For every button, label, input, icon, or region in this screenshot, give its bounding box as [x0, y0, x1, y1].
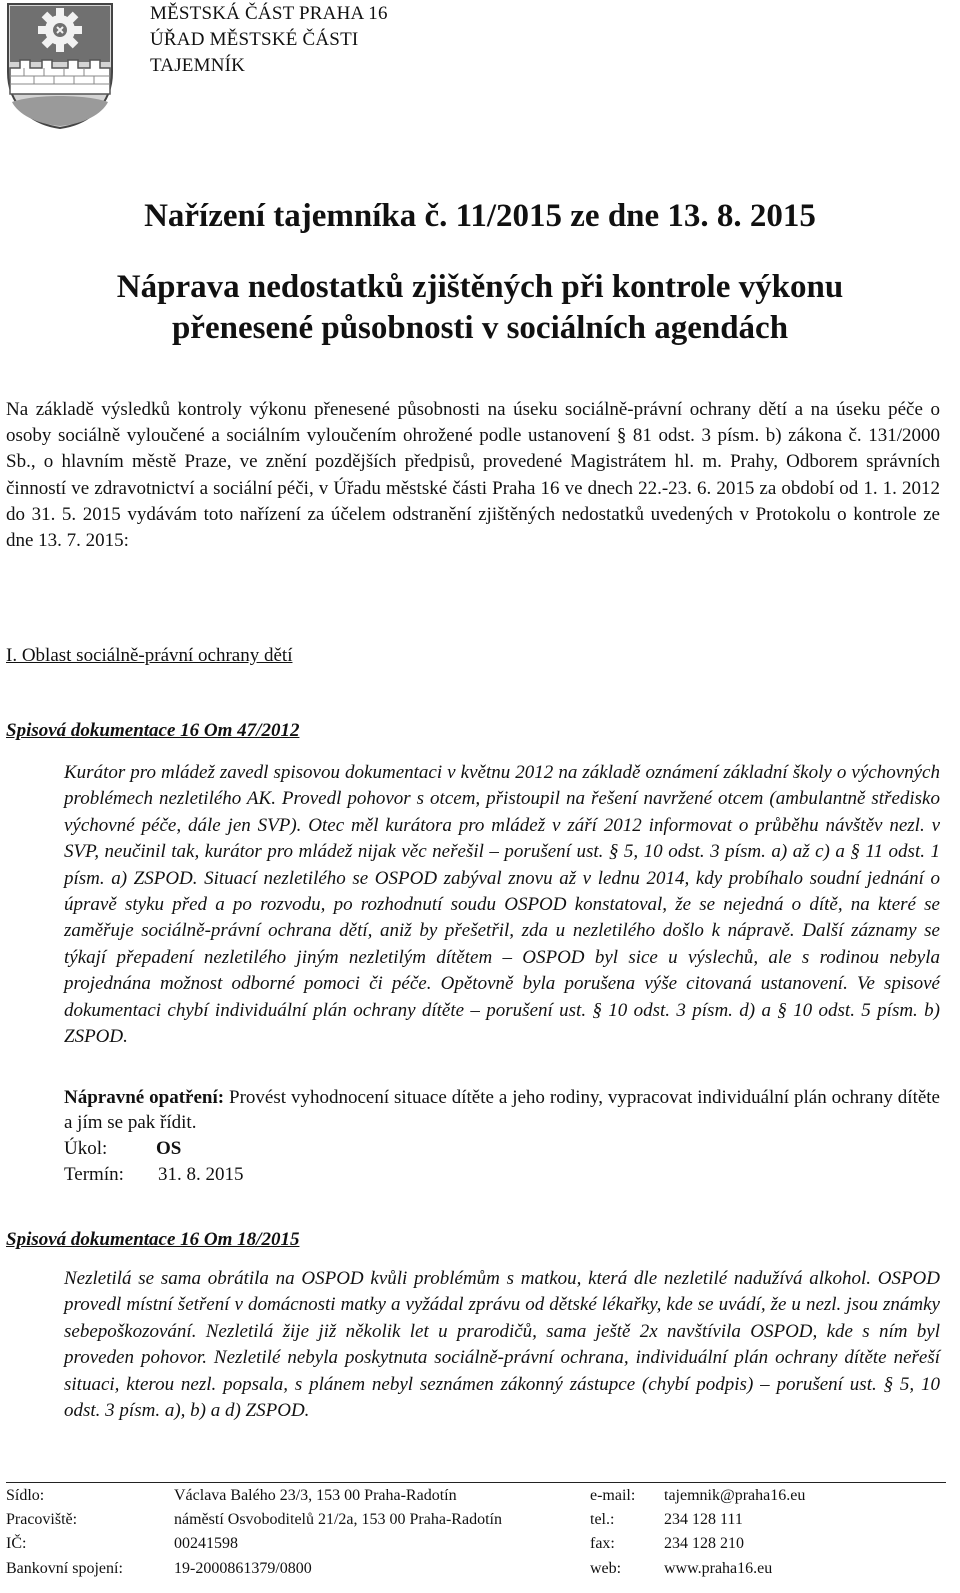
corrective-measure-label: Nápravné opatření:: [64, 1087, 225, 1108]
footer-workplace-address: náměstí Osvoboditelů 21/2a, 153 00 Praha-Radotín: [174, 1511, 502, 1529]
footer-label-web: web:: [590, 1559, 622, 1577]
footer-values: [174, 1484, 502, 1581]
footer-label-email: e-mail:: [590, 1487, 636, 1504]
header-district-name: MĚSTSKÁ ČÁST PRAHA 16: [150, 3, 388, 24]
footer-contact-labels: [590, 1484, 635, 1581]
case-2-text: Nezletilá se sama obrátila na OSPOD kvůli problémům s matkou, která dle nezletilé nadužívá alkohol. OSPOD provedl místní šetření v domácnosti matky a vyžádal zprávu od dětské lékařky, kde se uvádí, že u nezl. jsou známky sebepoškozování. Nezletilá žije již několik let u prarodičů, sama ještě 2x navštívila OSPOD, kde s ním byl proveden pohovor. Nezletilé nebyla poskytnuta sociálně-právní ochrana, individuální plán ochrany dítěte neřeší situaci, kterou nezl. popsala, s plánem nebyl seznámen zákonný zástupce (chybí podpis) – porušení ust. § 5, 10 odst. 3 písm. a), b) a d) ZSPOD.: [64, 1268, 940, 1422]
footer-label-ico: IČ:: [6, 1535, 27, 1553]
header-office-name: ÚŘAD MĚSTSKÉ ČÁSTI: [150, 29, 359, 50]
footer-email-link[interactable]: tajemnik@praha16.eu: [664, 1487, 806, 1504]
section-heading: I. Oblast sociálně-právní ochrany dětí: [6, 645, 293, 666]
intro-paragraph: Na základě výsledků kontroly výkonu přenesené působnosti na úseku sociálně-právní ochrany dětí a na úseku péče o osoby sociálně vyloučené a sociálním vyloučením ohrožené podle ustanovení § 81 odst. 3 písm. b) zákona č. 131/2000 Sb., o hlavním městě Praze, ve znění pozdějších předpisů, provedené Magistrátem hl. m. Prahy, Odborem správních činností ve zdravotnictví a sociální péči, v Úřadu městské části Praha 16 ve dnech 22.-23. 6. 2015 za období od 1. 1. 2012 do 31. 5. 2015 vydávám toto nařízení za účelem odstranění zjištěných nedostatků uvedených v Protokolu o kontrole ze dne 13. 7. 2015:: [6, 399, 940, 552]
footer-label-tel: tel.:: [590, 1511, 615, 1529]
task-value: OS: [156, 1138, 182, 1159]
corrective-measure-text: Provést vyhodnocení situace dítěte a jeho rodiny, vypracovat individuální plán ochrany dítěte a jím se pak řídit.: [64, 1087, 940, 1134]
municipal-crest-icon: [4, 2, 116, 130]
case-1-heading: Spisová dokumentace 16 Om 47/2012: [6, 720, 300, 741]
deadline-value: 31. 8. 2015: [158, 1164, 244, 1185]
document-subtitle-line-2: přenesené působnosti v sociálních agendách: [171, 310, 789, 346]
deadline-label: Termín:: [64, 1164, 124, 1185]
footer-divider: [6, 1482, 946, 1483]
footer-tel-value: 234 128 111: [664, 1511, 743, 1529]
footer-label-fax: fax:: [590, 1535, 615, 1553]
footer-seat-address: Václava Balého 23/3, 153 00 Praha-Radotín: [174, 1487, 457, 1504]
footer-bank-account: 19-2000861379/0800: [174, 1559, 312, 1577]
footer-label-seat: Sídlo:: [6, 1487, 45, 1504]
footer-labels: [6, 1484, 123, 1581]
footer-web-link[interactable]: www.praha16.eu: [664, 1559, 773, 1577]
footer-ico-value: 00241598: [174, 1535, 238, 1553]
case-2-heading: Spisová dokumentace 16 Om 18/2015: [6, 1229, 300, 1250]
footer-label-workplace: Pracoviště:: [6, 1511, 78, 1529]
document-title: Nařízení tajemníka č. 11/2015 ze dne 13. 8. 2015: [144, 198, 816, 234]
task-label: Úkol:: [64, 1138, 108, 1159]
footer-contact-values: [664, 1484, 805, 1581]
footer-fax-value: 234 128 210: [664, 1535, 744, 1553]
header-role: TAJEMNÍK: [150, 55, 246, 76]
document-subtitle-line-1: Náprava nedostatků zjištěných při kontrole výkonu: [116, 269, 844, 305]
footer-label-bank: Bankovní spojení:: [6, 1559, 123, 1577]
case-1-text: Kurátor pro mládež zavedl spisovou dokumentaci v květnu 2012 na základě oznámení základní školy o výchovných problémech nezletilého AK. Provedl pohovor s otcem, přistoupil na řešení navržené otcem (ambulantně středisko výchovné péče, dále jen SVP). Otec měl kurátora pro mládež v září 2012 informovat o průběhu návštěv nezl. v SVP, neučinil tak, kurátor pro mládež nijak věc neřešil – porušení ust. § 5, 10 odst. 3 písm. a) až c) a § 11 odst. 1 písm. a) ZSPOD. Situací nezletilého se OSPOD zabýval znovu až v lednu 2014, kdy probíhalo soudní jednání o úpravě styku před a po rozvodu, po rozhodnutí soudu OSPOD konstatoval, že se nejedná o dítě, na které se zaměřuje sociálně-právní ochrana dětí, aniž by přešetřil, zda u nezletilého došlo k nápravě. Další záznamy se týkají přepadení nezletilého jiným nezletilým dítětem – OSPOD byl sice u výslechů, ale s rodinou nebyla projednána možnost odborné pomoci či péče. Opětovně byla porušena výše citovaná ustanovení. Ve spisové dokumentaci chybí individuální plán ochrany dítěte – porušení ust. § 10 odst. 3 písm. d) a § 10 odst. 5 písm. b) ZSPOD.: [64, 762, 940, 1048]
corrective-measure: [64, 1085, 940, 1135]
